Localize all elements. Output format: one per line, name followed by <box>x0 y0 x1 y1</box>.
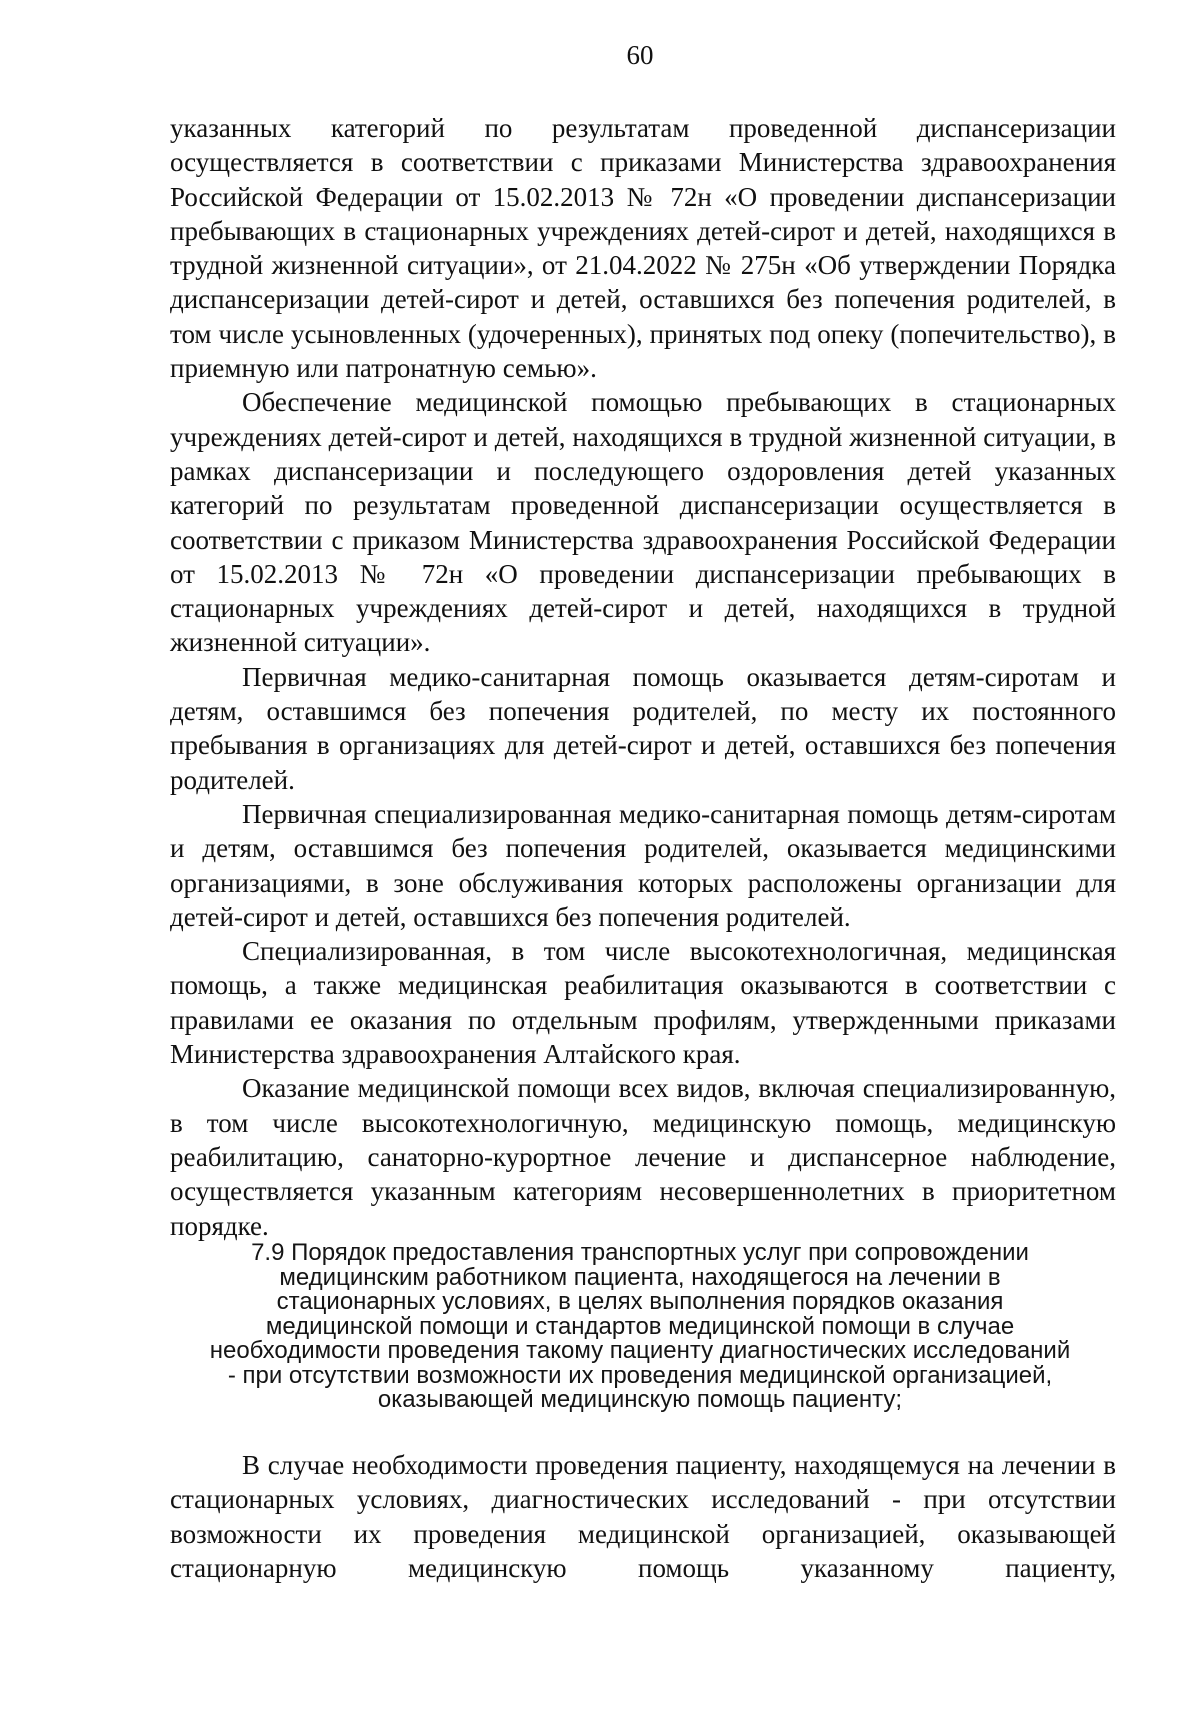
heading-line: оказывающей медицинскую помощь пациенту; <box>377 1386 903 1413</box>
paragraph-specialized-care: Специализированная, в том числе высокотехнологичная, медицинская помощь, а также медицинская реабилитация оказываются в соответствии с правилами ее оказания по отдельным профилям, утвержденными приказами Министерства здравоохранения Алтайского края. <box>170 936 1116 1070</box>
paragraph-primary-care: Первичная медико-санитарная помощь оказывается детям-сиротам и детям, оставшимся без попечения родителей, по месту их постоянного пребывания в организациях для детей-сирот и детей, оставшихся без попечения родителей. <box>170 661 1116 795</box>
closing-body-text <box>170 1448 1116 1585</box>
main-body-text <box>170 111 1116 1243</box>
paragraph-primary-specialized-care: Первичная специализированная медико-санитарная помощь детям-сиротам и детям, оставшимся без попечения родителей, оказывается медицинскими организациями, в зоне обслуживания которых расположены организации для детей-сирот и детей, оставшихся без попечения родителей. <box>170 798 1116 932</box>
section-heading-7-9 <box>160 1241 1120 1413</box>
heading-line: - при отсутствии возможности их проведения медицинской организацией, <box>227 1361 1053 1389</box>
heading-line: стационарных условиях, в целях выполнения порядков оказания <box>276 1288 1004 1315</box>
heading-line: необходимости проведения такому пациенту диагностических исследований <box>209 1337 1071 1364</box>
paragraph-priority-order: Оказание медицинской помощи всех видов, включая специализированную, в том числе высокотехнологичную, медицинскую помощь, медицинскую реабилитацию, санаторно-курортное лечение и диспансерное наблюдение, осуществляется указанным категориям несовершеннолетних в приоритетном порядке. <box>170 1073 1116 1241</box>
page-number: 60 <box>626 40 654 70</box>
paragraph-continuation: указанных категорий по результатам проведенной диспансеризации осуществляется в соответствии с приказами Министерства здравоохранения Российской Федерации от 15.02.2013 № 72н «О проведении диспансеризации пребывающих в стационарных учреждениях детей-сирот и детей, находящихся в трудной жизненной ситуации», от 21.04.2022 № 275н «Об утверждении Порядка диспансеризации детей-сирот и детей, оставшихся без попечения родителей, в том числе усыновленных (удочеренных), принятых под опеку (попечительство), в приемную или патронатную семью». <box>170 113 1116 384</box>
heading-line: медицинским работником пациента, находящегося на лечении в <box>279 1263 1001 1291</box>
paragraph-medical-care-provision: Обеспечение медицинской помощью пребывающих в стационарных учреждениях детей-сирот и детей, находящихся в трудной жизненной ситуации, в рамках диспансеризации и последующего оздоровления детей указанных категорий по результатам проведенной диспансеризации осуществляется в соответствии с приказом Министерства здравоохранения Российской Федерации от 15.02.2013 № 72н «О проведении диспансеризации пребывающих в стационарных учреждениях детей-сирот и детей, находящихся в трудной жизненной ситуации». <box>170 387 1116 658</box>
heading-line: медицинской помощи и стандартов медицинской помощи в случае <box>265 1312 1015 1340</box>
heading-line: 7.9 Порядок предоставления транспортных услуг при сопровождении <box>251 1239 1029 1266</box>
paragraph-transport-services: В случае необходимости проведения пациенту, находящемуся на лечении в стационарных условиях, диагностических исследований - при отсутствии возможности их проведения медицинской организацией, оказывающей стационарную медицинскую помощь указанному пациенту, <box>170 1450 1116 1583</box>
